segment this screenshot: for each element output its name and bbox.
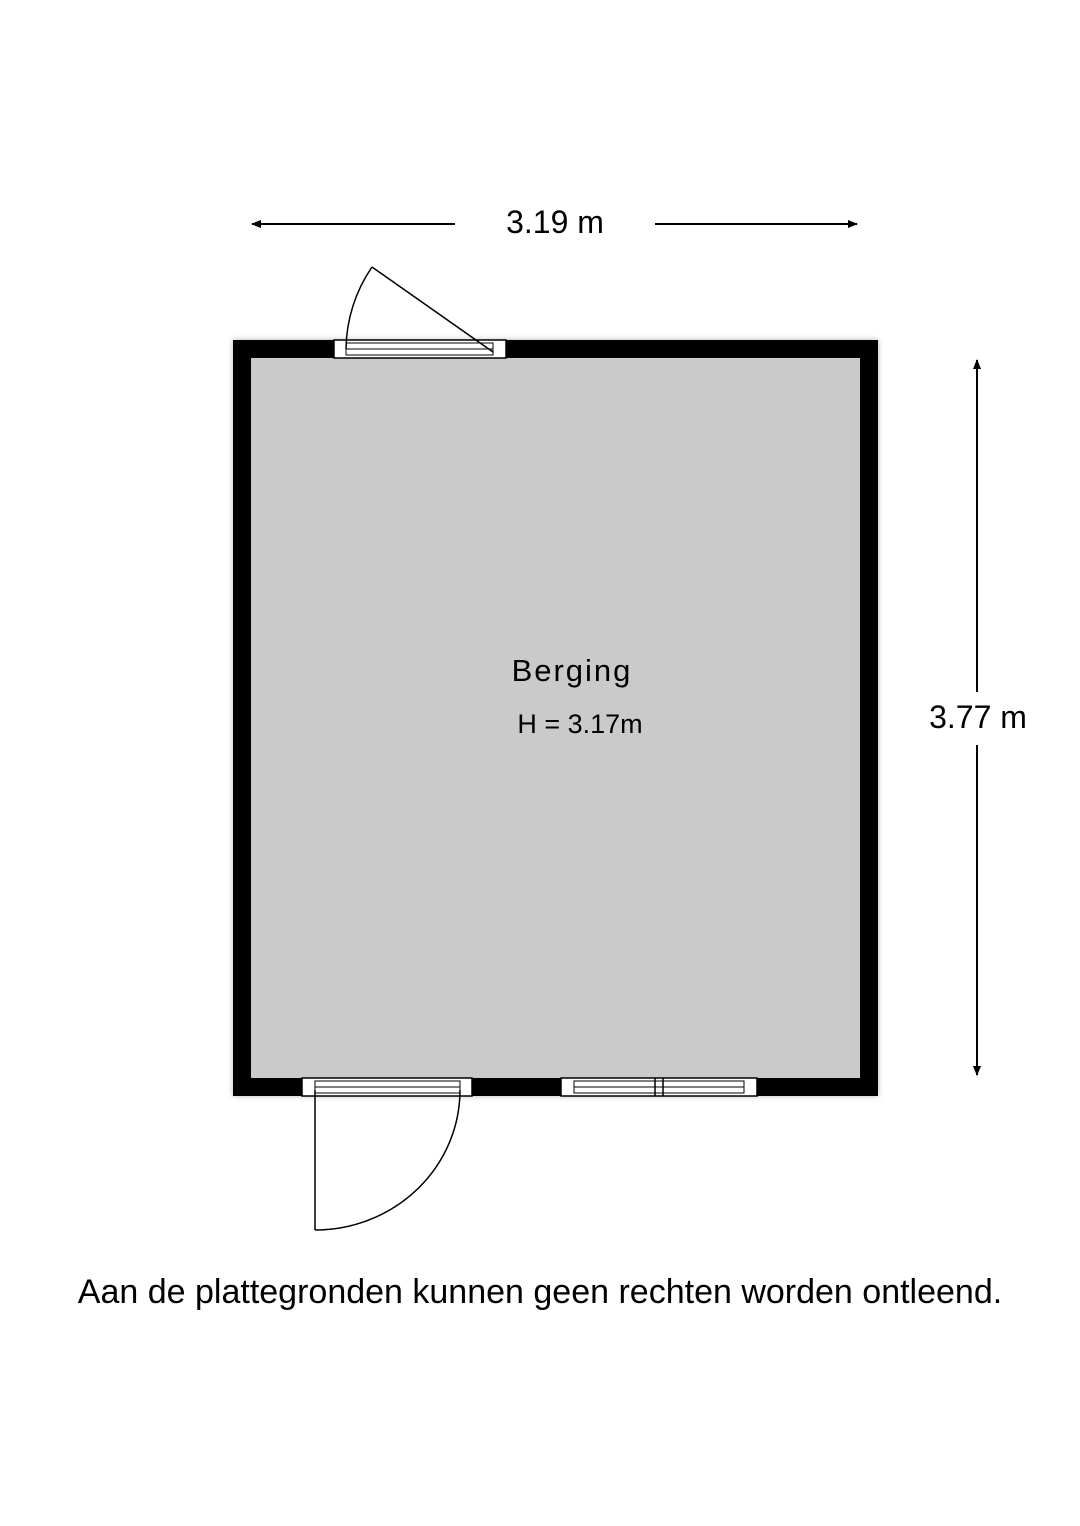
top-door (334, 267, 506, 358)
bottom-door (302, 1078, 472, 1230)
bottom-window (561, 1078, 757, 1096)
depth-dimension-label: 3.77 m (903, 699, 1053, 736)
disclaimer-text: Aan de plattegronden kunnen geen rechten worden ontleend. (77, 1273, 1003, 1311)
room-name: Berging (511, 653, 633, 688)
room-height-label: H = 3.17m (517, 709, 643, 739)
width-dimension-label: 3.19 m (455, 204, 655, 241)
